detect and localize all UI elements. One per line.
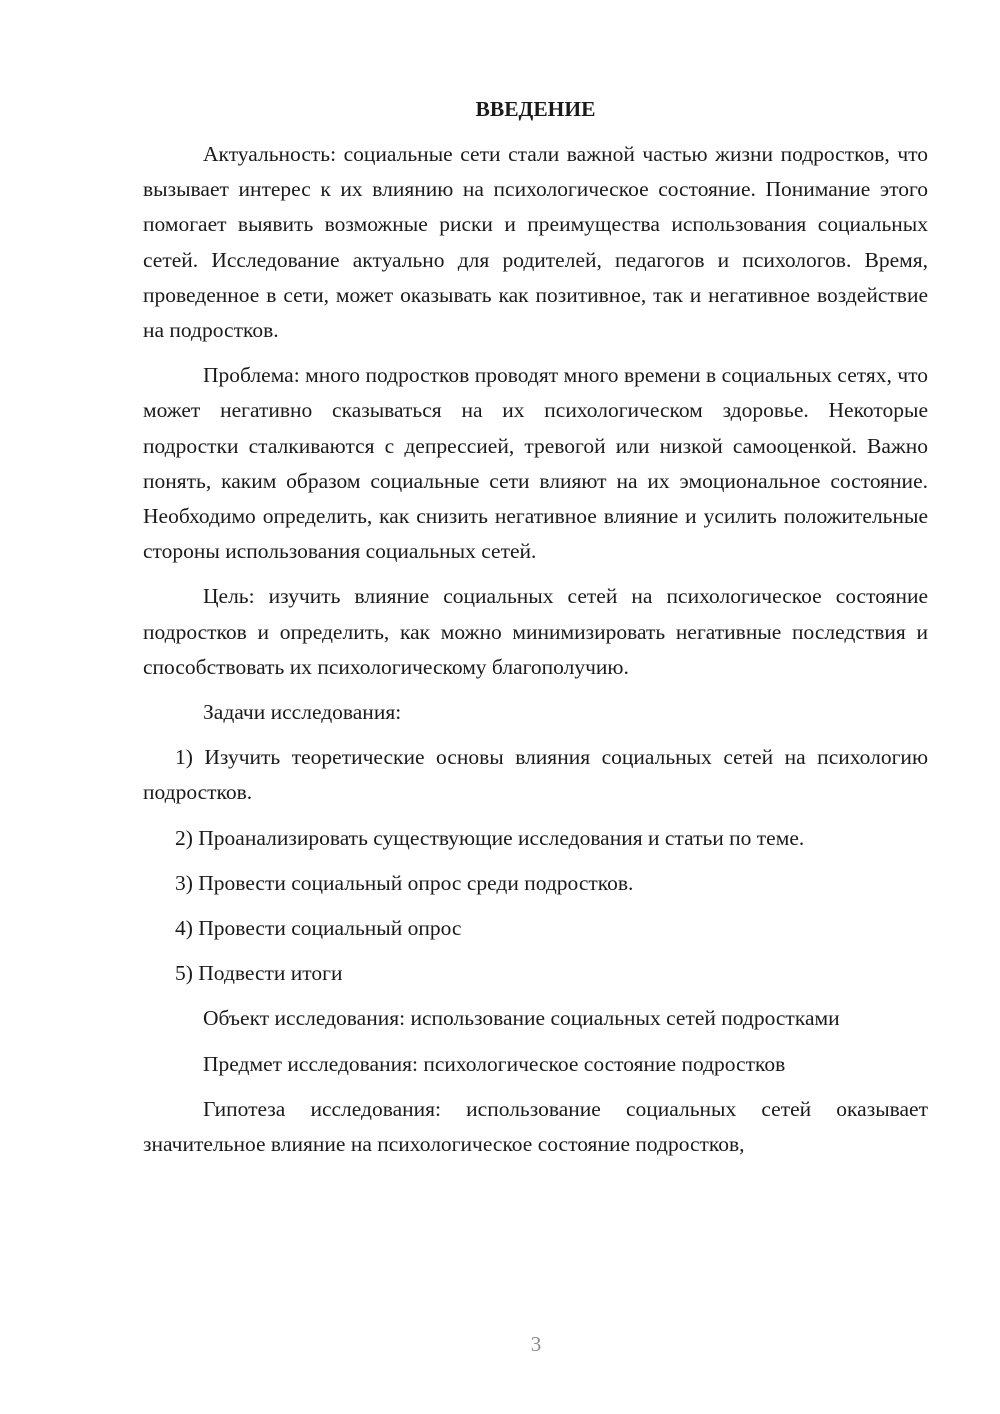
document-page xyxy=(143,92,928,1172)
page-title: ВВЕДЕНИЕ xyxy=(475,97,596,121)
task-item: 3) Провести социальный опрос среди подростков. xyxy=(175,870,634,895)
tasks-heading: Задачи исследования: xyxy=(203,700,402,725)
task-item: 4) Провести социальный опрос xyxy=(175,916,462,941)
page-number: 3 xyxy=(530,1332,542,1356)
paragraph-problem: Проблема: много подростков проводят много времени в социальных сетях, что может негативно сказываться на их психологическом здоровье. Некоторые подростки сталкиваются с депрессией, тревогой или низкой самооценкой. Важно понять, каким образом социальные сети влияют на их эмоциональное состояние. Необходимо определить, как снизить негативное влияние и усилить положительные стороны использования социальных сетей. xyxy=(143,363,928,564)
task-item: 2) Проанализировать существующие исследования и статьи по теме. xyxy=(175,825,805,850)
task-item: 1) Изучить теоретические основы влияния социальных сетей на психологию подростков. xyxy=(143,745,928,805)
paragraph-object: Объект исследования: использование социальных сетей подростками xyxy=(203,1006,840,1031)
paragraph-hypothesis: Гипотеза исследования: использование социальных сетей оказывает значительное влияние на психологическое состояние подростков, xyxy=(143,1096,928,1157)
task-item: 5) Подвести итоги xyxy=(175,961,343,986)
paragraph-relevance: Актуальность: социальные сети стали важной частью жизни подростков, что вызывает интерес к их влиянию на психологическое состояние. Понимание этого помогает выявить возможные риски и преимущества использования социальных сетей. Исследование актуально для родителей, педагогов и психологов. Время, проведенное в сети, может оказывать как позитивное, так и негативное воздействие на подростков. xyxy=(143,142,928,343)
paragraph-goal: Цель: изучить влияние социальных сетей на психологическое состояние подростков и определить, как можно минимизировать негативные последствия и способствовать их психологическому благополучию. xyxy=(143,584,928,679)
paragraph-subject: Предмет исследования: психологическое состояние подростков xyxy=(203,1051,786,1076)
